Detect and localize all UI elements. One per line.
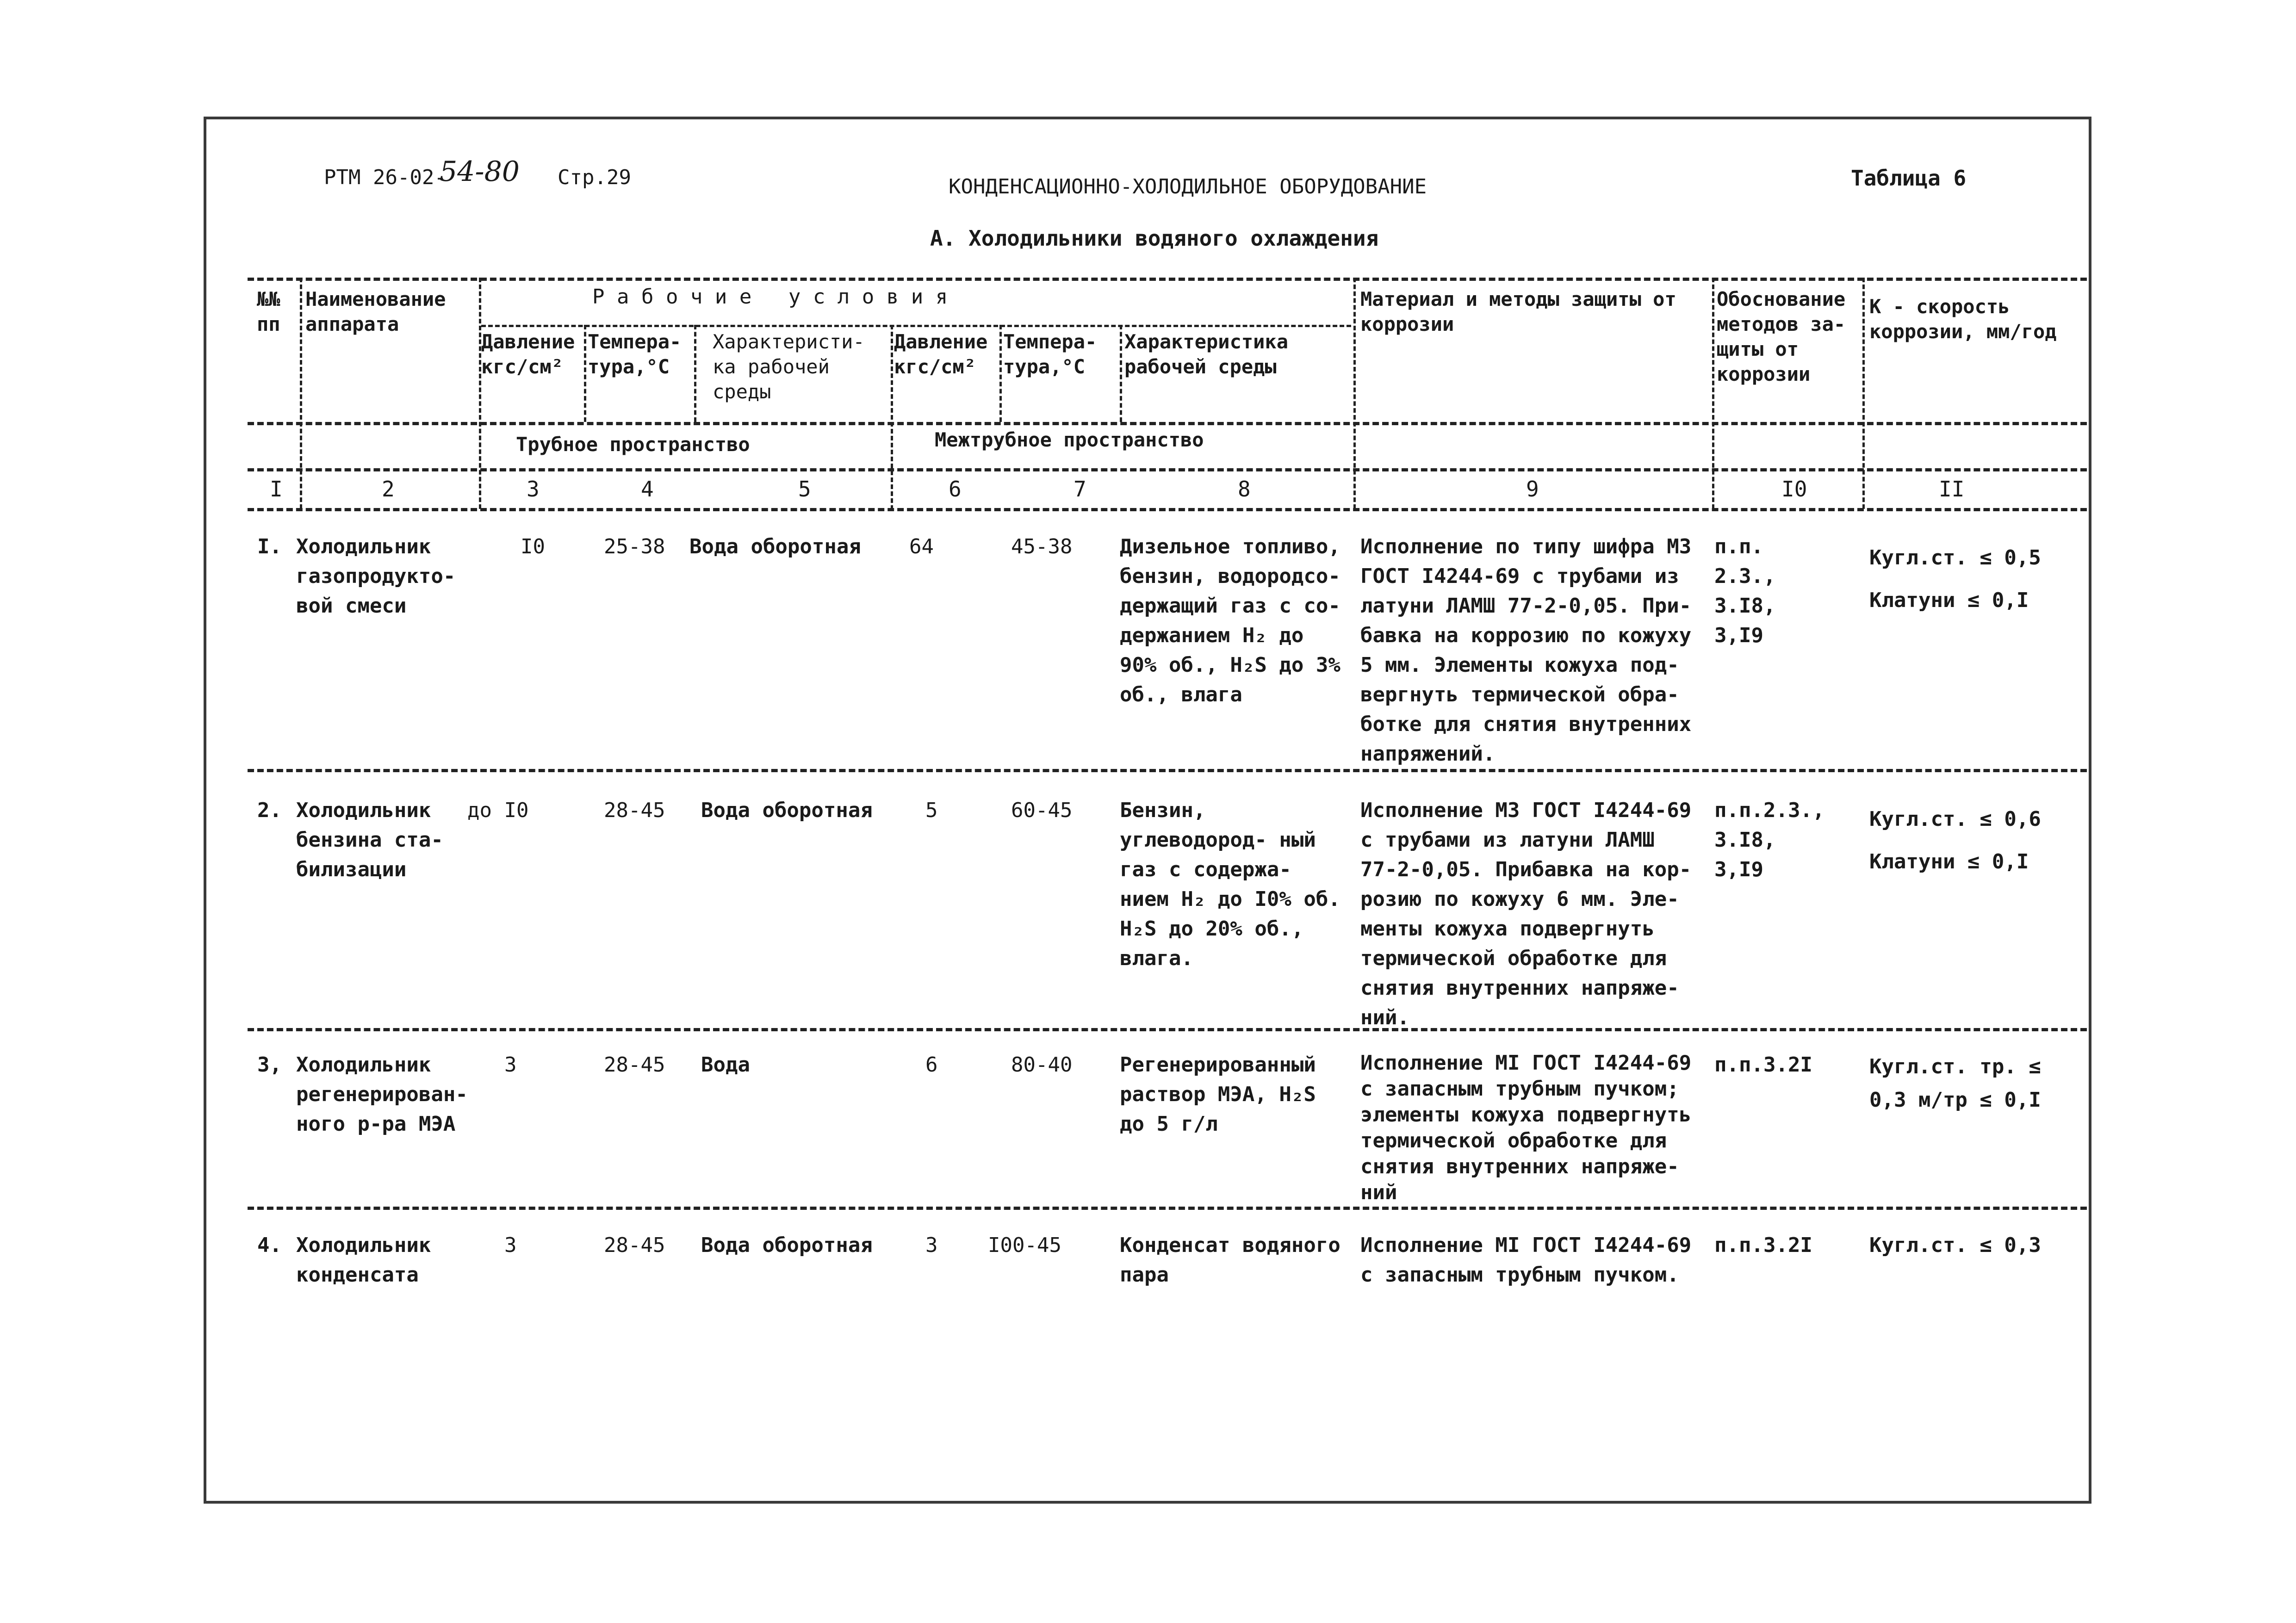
row-2-rate: Kугл.ст. ≤ 0,6 Kлатуни ≤ 0,I xyxy=(1869,807,2041,873)
row-1-medium-tube: Вода оборотная xyxy=(689,535,861,558)
row-4-pressure-shell: 3 xyxy=(925,1233,938,1257)
row-4-pressure-tube: 3 xyxy=(504,1233,517,1257)
vrule xyxy=(479,278,481,509)
row-2-justification: п.п.2.3., 3.I8, 3,I9 xyxy=(1714,799,1825,881)
row-4-num: 4. xyxy=(257,1233,282,1257)
row-1-temp-tube: 25-38 xyxy=(604,535,665,558)
rule-row-3 xyxy=(248,1207,2087,1210)
vrule xyxy=(1120,325,1122,422)
row-3-name: Холодильник регенерирован- ного р-ра МЭА xyxy=(296,1053,468,1136)
colnum: 8 xyxy=(1238,477,1251,502)
row-1-name: Холодильник газопродукто- вой смеси xyxy=(296,535,456,618)
row-3-temp-tube: 28-45 xyxy=(604,1053,665,1077)
col-name-header: Наименование аппарата xyxy=(305,288,446,335)
row-4-medium-tube: Вода оборотная xyxy=(701,1233,873,1257)
row-1-temp-shell: 45-38 xyxy=(1011,535,1073,558)
colnum: 4 xyxy=(641,477,654,502)
row-3-pressure-shell: 6 xyxy=(925,1053,938,1077)
vrule xyxy=(999,325,1002,422)
col-material-header: Материал и методы защиты от коррозии xyxy=(1360,288,1676,335)
row-2-medium-shell: Бензин, углеводород- ный газ с содержа- нием H₂ до I0% об. H₂S до 20% об., влага. xyxy=(1120,799,1340,970)
document-title: КОНДЕНСАЦИОННО-ХОЛОДИЛЬНОЕ ОБОРУДОВАНИЕ xyxy=(949,175,1427,198)
working-conditions-header: Р а б о ч и е у с л о в и я xyxy=(592,285,948,309)
vrule xyxy=(694,325,696,422)
table-subtitle: А. Холодильники водяного охлаждения xyxy=(930,226,1379,251)
vrule xyxy=(300,278,302,509)
row-3-material: Исполнение МI ГОСТ I4244-69 с запасным трубным пучком; элементы кожуха подвергнуть термической обработке для снятия внутренних напряже- ний xyxy=(1360,1051,1692,1204)
col-justification-header: Обоснование методов за- щиты от коррозии xyxy=(1717,288,1846,385)
colnum: 2 xyxy=(382,477,395,502)
row-1-pressure-shell: 64 xyxy=(909,535,934,558)
row-1-medium-shell: Дизельное топливо, бензин, водородсо- держащий газ с со- держанием H₂ до 90% об., H₂S до 3% об., влага xyxy=(1120,535,1340,706)
row-2-pressure-tube: до I0 xyxy=(467,799,529,822)
rule-row-1 xyxy=(248,769,2087,772)
row-2-material: Исполнение МЗ ГОСТ I4244-69 с трубами из латуни ЛАМШ 77-2-0,05. Прибавка на кор- розию по кожуху 6 мм. Эле- менты кожуха подвергнуть термической обработке для снятия внутренних напряже- ний. xyxy=(1360,799,1692,1029)
row-3-pressure-tube: 3 xyxy=(504,1053,517,1077)
page-number: Стр.29 xyxy=(558,166,631,189)
rule-colnum-bottom xyxy=(248,508,2087,511)
col-temp-shell-header: Темпера- тура,°С xyxy=(1003,330,1097,378)
row-2-temp-tube: 28-45 xyxy=(604,799,665,822)
colnum: II xyxy=(1939,477,1965,502)
row-4-medium-shell: Конденсат водяного пара xyxy=(1120,1233,1340,1287)
row-1-pressure-tube: I0 xyxy=(521,535,545,558)
vrule xyxy=(584,325,586,422)
row-2-name: Холодильник бензина ста- билизации xyxy=(296,799,443,881)
row-3-medium-tube: Вода xyxy=(701,1053,750,1077)
vrule xyxy=(1712,278,1714,509)
row-2-medium-tube: Вода оборотная xyxy=(701,799,873,822)
col-medium-tube-header: Характеристи- ка рабочей среды xyxy=(713,330,865,403)
col-num-header: №№ пп xyxy=(257,288,280,335)
row-3-num: 3, xyxy=(257,1053,282,1077)
vrule xyxy=(891,325,893,510)
row-4-temp-tube: 28-45 xyxy=(604,1233,665,1257)
row-1-justification: п.п. 2.3., 3.I8, 3,I9 xyxy=(1714,535,1776,647)
rule-row-2 xyxy=(248,1028,2087,1031)
vrule xyxy=(1353,278,1356,509)
row-3-rate: Kугл.ст. тр. ≤ 0,3 м/тр ≤ 0,I xyxy=(1869,1055,2041,1112)
rule-space-labels xyxy=(248,422,2087,425)
col-pressure-tube-header: Давление кгс/см² xyxy=(481,330,575,378)
tube-space-label: Трубное пространство xyxy=(516,433,750,456)
col-rate-header: К - скорость коррозии, мм/год xyxy=(1869,295,2057,343)
vrule xyxy=(1862,278,1865,509)
col-temp-tube-header: Темпера- тура,°С xyxy=(588,330,682,378)
colnum: 6 xyxy=(949,477,962,502)
colnum: 7 xyxy=(1074,477,1086,502)
row-2-temp-shell: 60-45 xyxy=(1011,799,1073,822)
colnum: 3 xyxy=(527,477,540,502)
rule-subheader xyxy=(481,325,1351,327)
shell-space-label: Межтрубное пространство xyxy=(935,428,1204,451)
colnum: I xyxy=(270,477,283,502)
row-1-material: Исполнение по типу шифра МЗ ГОСТ I4244-69 с трубами из латуни ЛАМШ 77-2-0,05. При- бавка на коррозию по кожуху 5 мм. Элементы кожуха под- вергнуть термической обра- ботке для снятия внутренних напряжений. xyxy=(1360,535,1692,766)
row-4-name: Холодильник конденсата xyxy=(296,1233,431,1287)
row-1-num: I. xyxy=(257,535,282,558)
row-1-rate: Kугл.ст. ≤ 0,5 Kлатуни ≤ 0,I xyxy=(1869,546,2041,612)
row-3-medium-shell: Регенерированный раствор МЭА, H₂S до 5 г/л xyxy=(1120,1053,1316,1136)
colnum: 5 xyxy=(798,477,811,502)
row-4-justification: п.п.3.2I xyxy=(1714,1233,1812,1257)
row-4-temp-shell: I00-45 xyxy=(988,1233,1061,1257)
row-2-pressure-shell: 5 xyxy=(925,799,938,822)
col-medium-shell-header: Характеристика рабочей среды xyxy=(1124,330,1289,378)
colnum: 9 xyxy=(1526,477,1539,502)
table-label: Таблица 6 xyxy=(1851,166,1967,191)
row-4-rate: Kугл.ст. ≤ 0,3 xyxy=(1869,1233,2041,1257)
rule-top xyxy=(248,278,2087,281)
row-3-temp-shell: 80-40 xyxy=(1011,1053,1073,1077)
doc-code-handwritten: 54-80 xyxy=(440,155,520,188)
row-2-num: 2. xyxy=(257,799,282,822)
colnum: I0 xyxy=(1781,477,1807,502)
row-4-material: Исполнение МI ГОСТ I4244-69 с запасным трубным пучком. xyxy=(1360,1233,1692,1287)
doc-code: РТМ 26-02- xyxy=(324,166,447,189)
row-3-justification: п.п.3.2I xyxy=(1714,1053,1812,1077)
rule-colnum-top xyxy=(248,468,2087,471)
col-pressure-shell-header: Давление кгс/см² xyxy=(894,330,988,378)
